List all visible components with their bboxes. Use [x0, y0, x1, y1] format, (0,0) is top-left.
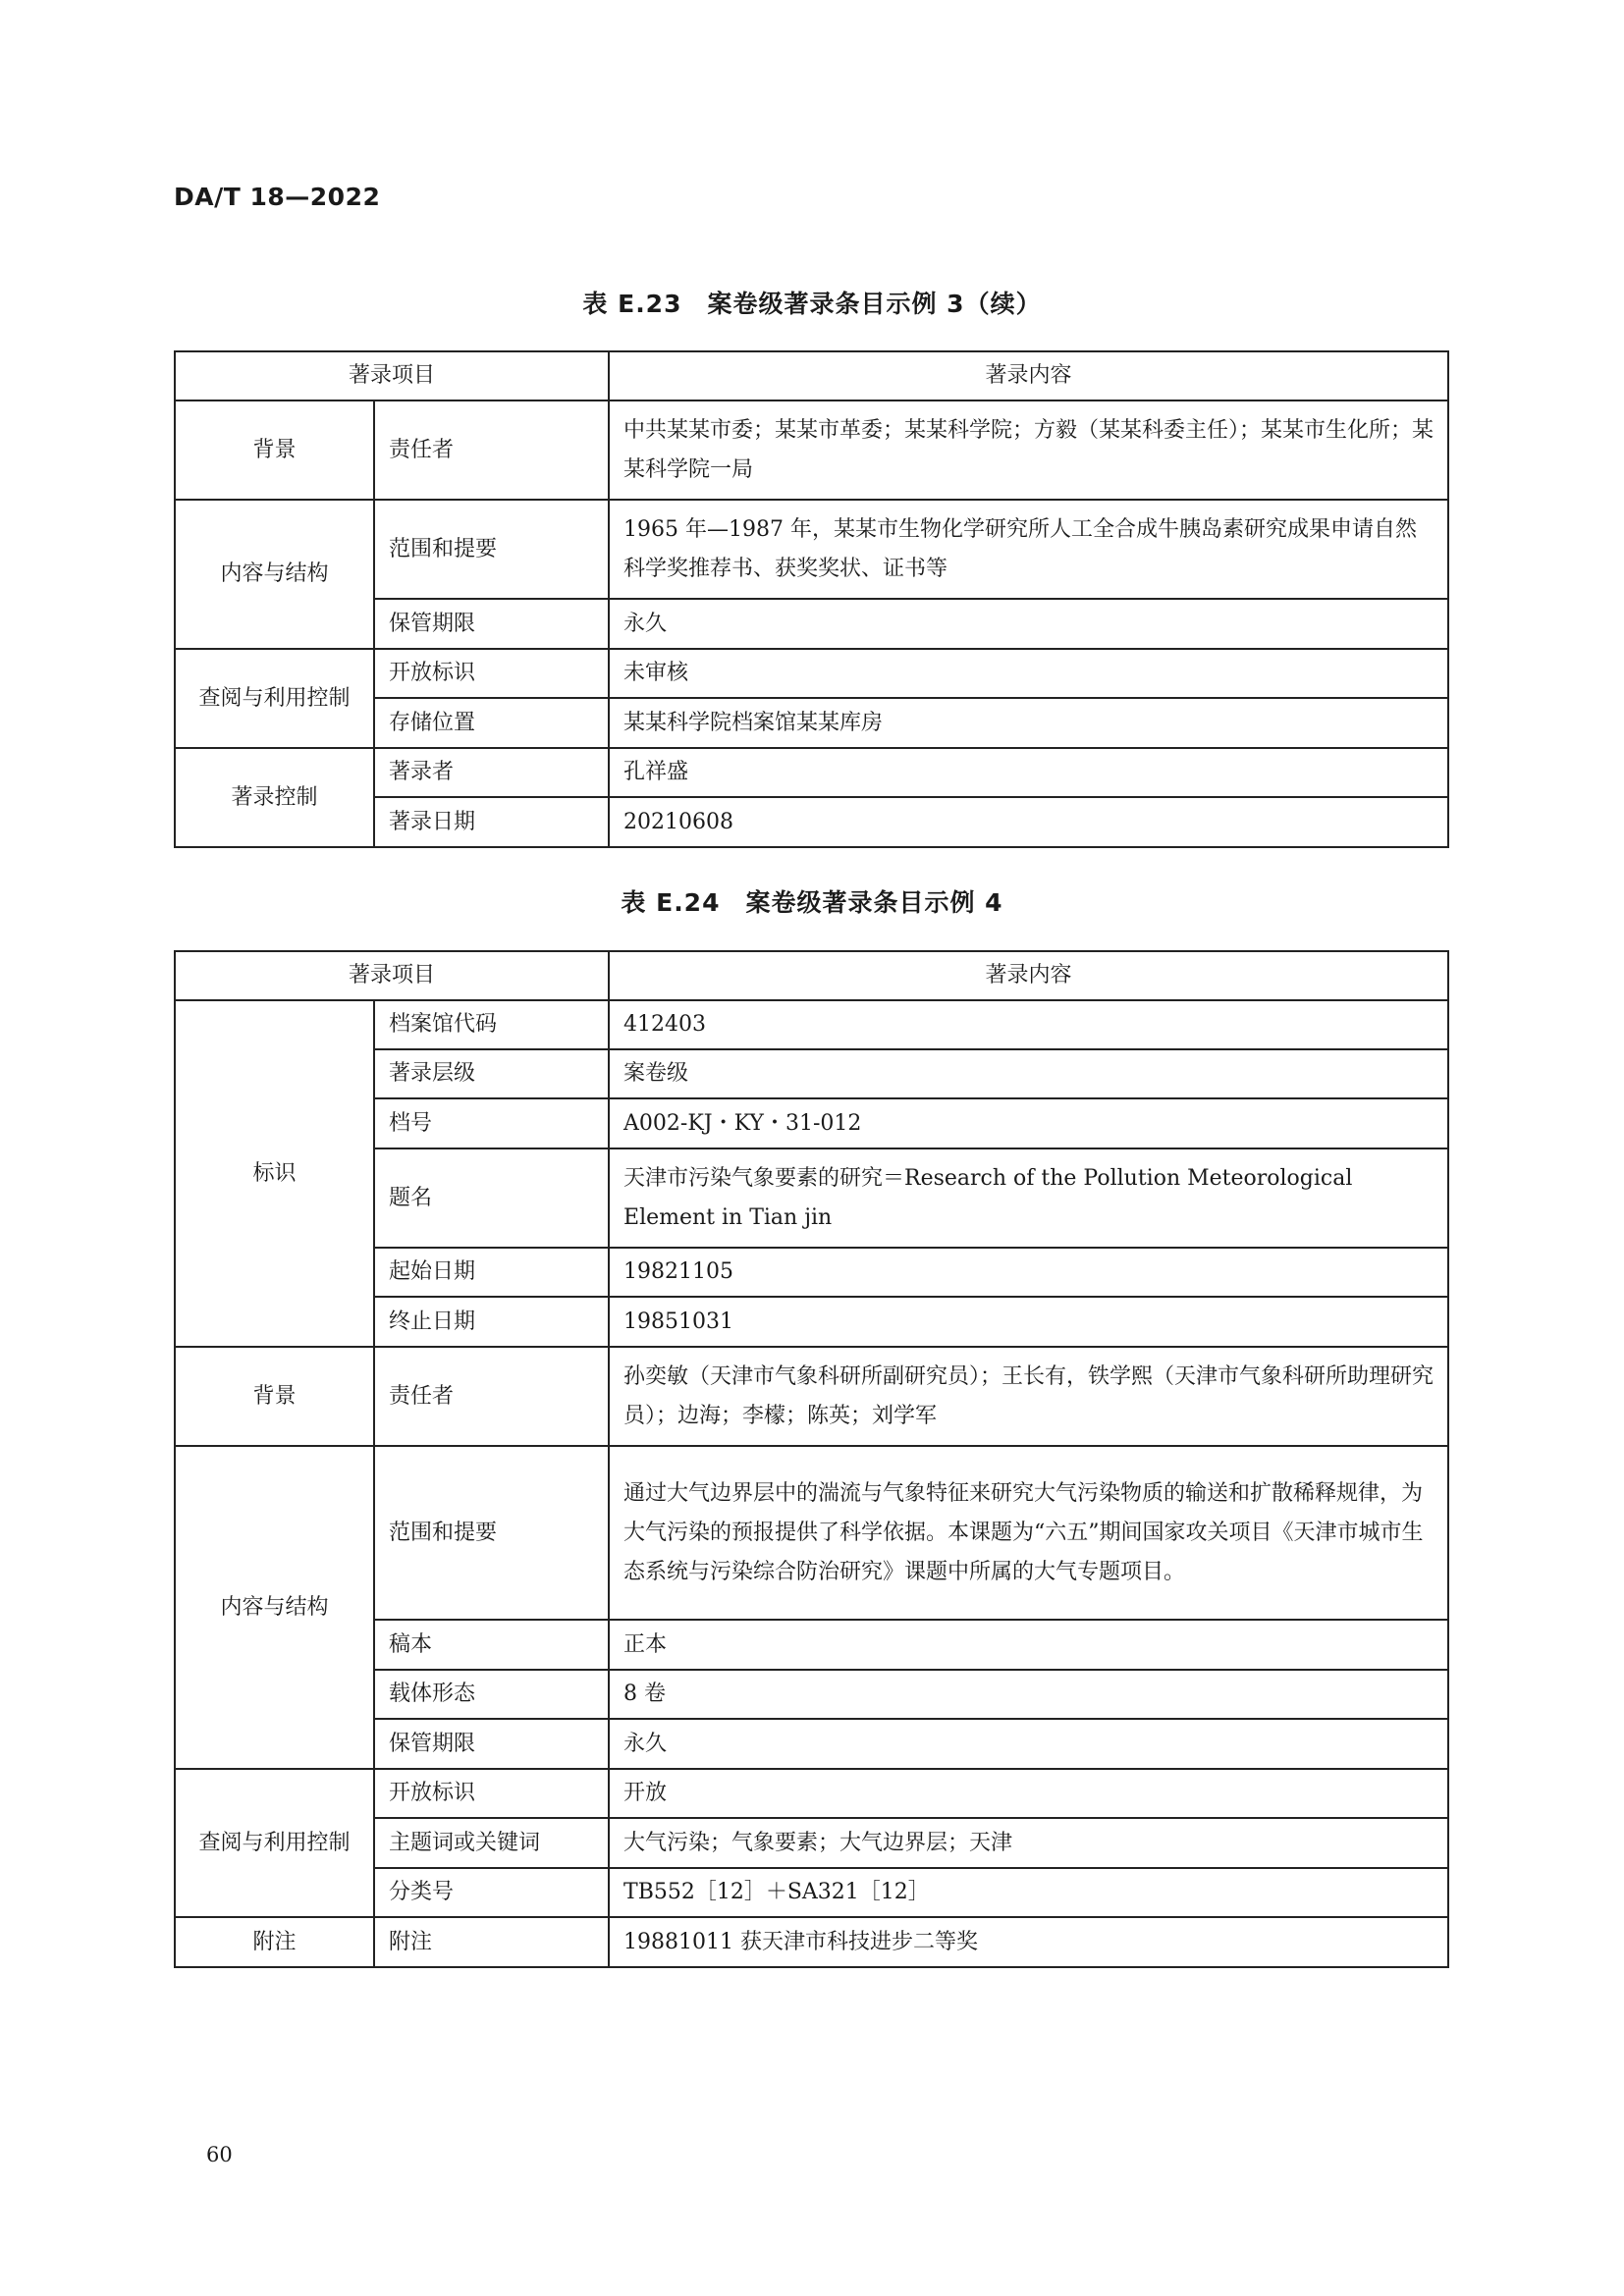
group-label: 著录控制 [175, 748, 374, 847]
page-number: 60 [206, 2143, 233, 2166]
item-label: 保管期限 [374, 1719, 609, 1769]
item-value: 未审核 [609, 649, 1448, 698]
table1 [174, 350, 1449, 848]
table2 [174, 950, 1449, 1968]
group-label: 标识 [175, 1000, 374, 1347]
item-label: 著录者 [374, 748, 609, 797]
group-label: 内容与结构 [175, 1446, 374, 1769]
item-value: 某某科学院档案馆某某库房 [609, 698, 1448, 748]
item-label: 稿本 [374, 1620, 609, 1670]
item-value: 通过大气边界层中的湍流与气象特征来研究大气污染物质的输送和扩散稀释规律，为大气污染的预报提供了科学依据。本课题为“六五”期间国家攻关项目《天津市城市生态系统与污染综合防治研究》课题中所属的大气专题项目。 [609, 1446, 1448, 1620]
item-value: 412403 [609, 1000, 1448, 1049]
table-row [175, 1917, 1448, 1967]
table-header-row [175, 351, 1448, 400]
table-row [175, 748, 1448, 797]
standard-code: DA/T 18—2022 [174, 183, 381, 211]
item-value: 中共某某市委；某某市革委；某某科学院；方毅（某某科委主任）；某某市生化所；某某科学院一局 [609, 400, 1448, 500]
item-value: 天津市污染气象要素的研究＝Research of the Pollution Meteorological Element in Tian jin [609, 1148, 1448, 1248]
item-value: 孙奕敏（天津市气象科研所副研究员）；王长有，铁学熙（天津市气象科研所助理研究员）；边海；李檬；陈英；刘学军 [609, 1347, 1448, 1446]
item-value: 永久 [609, 1719, 1448, 1769]
header-item: 著录项目 [175, 351, 609, 400]
item-value: 案卷级 [609, 1049, 1448, 1098]
item-value: 20210608 [609, 797, 1448, 847]
header-content: 著录内容 [609, 351, 1448, 400]
item-value: 8 卷 [609, 1670, 1448, 1719]
table-row [175, 649, 1448, 698]
item-value: 大气污染；气象要素；大气边界层；天津 [609, 1818, 1448, 1868]
item-value: A002-KJ・KY・31-012 [609, 1098, 1448, 1148]
table-header-row [175, 951, 1448, 1000]
item-label: 开放标识 [374, 649, 609, 698]
item-label: 分类号 [374, 1868, 609, 1917]
item-label: 起始日期 [374, 1248, 609, 1297]
item-value: 19851031 [609, 1297, 1448, 1347]
table-row [175, 1769, 1448, 1818]
item-label: 载体形态 [374, 1670, 609, 1719]
group-label: 查阅与利用控制 [175, 1769, 374, 1917]
header-content: 著录内容 [609, 951, 1448, 1000]
item-label: 著录日期 [374, 797, 609, 847]
table-row [175, 500, 1448, 599]
item-value: 永久 [609, 599, 1448, 649]
group-label: 附注 [175, 1917, 374, 1967]
item-label: 档案馆代码 [374, 1000, 609, 1049]
item-label: 档号 [374, 1098, 609, 1148]
item-value: 开放 [609, 1769, 1448, 1818]
table1-caption: 表 E.23 案卷级著录条目示例 3（续） [582, 290, 1042, 318]
item-value: 1965 年—1987 年，某某市生物化学研究所人工全合成牛胰岛素研究成果申请自然科学奖推荐书、获奖奖状、证书等 [609, 500, 1448, 599]
item-value: 19821105 [609, 1248, 1448, 1297]
item-value: TB552［12］＋SA321［12］ [609, 1868, 1448, 1917]
item-label: 范围和提要 [374, 1446, 609, 1620]
item-label: 附注 [374, 1917, 609, 1967]
group-label: 内容与结构 [175, 500, 374, 649]
item-label: 题名 [374, 1148, 609, 1248]
item-label: 范围和提要 [374, 500, 609, 599]
item-value: 19881011 获天津市科技进步二等奖 [609, 1917, 1448, 1967]
table-row [175, 1347, 1448, 1446]
table2-caption: 表 E.24 案卷级著录条目示例 4 [621, 888, 1003, 917]
table-row [175, 400, 1448, 500]
table-row [175, 1000, 1448, 1049]
group-label: 背景 [175, 1347, 374, 1446]
item-label: 保管期限 [374, 599, 609, 649]
item-label: 存储位置 [374, 698, 609, 748]
item-label: 责任者 [374, 1347, 609, 1446]
item-label: 开放标识 [374, 1769, 609, 1818]
group-label: 查阅与利用控制 [175, 649, 374, 748]
item-label: 著录层级 [374, 1049, 609, 1098]
item-value: 孔祥盛 [609, 748, 1448, 797]
item-value: 正本 [609, 1620, 1448, 1670]
item-label: 责任者 [374, 400, 609, 500]
item-label: 终止日期 [374, 1297, 609, 1347]
item-label: 主题词或关键词 [374, 1818, 609, 1868]
header-item: 著录项目 [175, 951, 609, 1000]
group-label: 背景 [175, 400, 374, 500]
table-row [175, 1446, 1448, 1620]
